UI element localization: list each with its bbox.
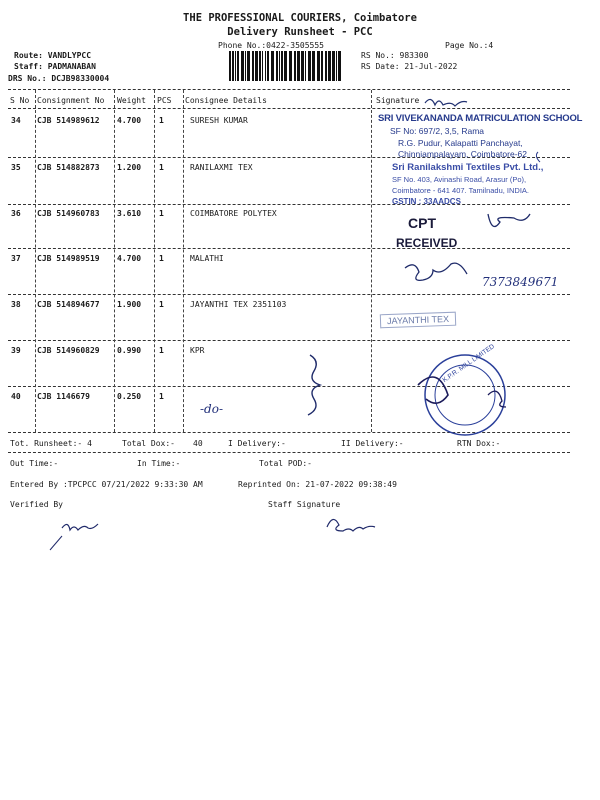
- page-number: Page No.:4: [445, 41, 494, 50]
- stamp-textiles-gstin: GSTIN : 33AADCS: [392, 197, 461, 206]
- row-weight: 3.610: [117, 209, 142, 218]
- col-consignee: Consignee Details: [185, 96, 267, 105]
- row-sno: 36: [11, 209, 21, 218]
- stamp-textiles-addr: SF No. 403, Avinashi Road, Arasur (Po),: [392, 175, 527, 184]
- in-time: In Time:-: [137, 459, 181, 468]
- i-delivery: I Delivery:-: [228, 439, 286, 448]
- signature-mark: [488, 214, 530, 227]
- row-consignment: CJB 514960783: [37, 209, 100, 218]
- stamp-textiles-addr: Coimbatore - 641 407. Tamilnadu, INDIA.: [392, 186, 530, 195]
- total-pod: Total POD:-: [259, 459, 312, 468]
- stamp-textiles-name: Sri Ranilakshmi Textiles Pvt. Ltd.,: [392, 162, 544, 173]
- company-title: THE PROFESSIONAL COURIERS, Coimbatore: [183, 12, 417, 24]
- signature-mark: [536, 152, 540, 162]
- rs-number: RS No.: 983300: [361, 51, 429, 60]
- bracket-mark: [308, 355, 320, 415]
- row-pcs: 1: [159, 209, 164, 218]
- row-consignee: MALATHI: [190, 254, 224, 263]
- footer-rule: [8, 452, 570, 453]
- rtn-dox: RTN Dox:-: [457, 439, 501, 448]
- row-weight: 4.700: [117, 254, 142, 263]
- row-pcs: 1: [159, 116, 164, 125]
- verified-signature: [62, 524, 98, 530]
- out-time: Out Time:-: [10, 459, 59, 468]
- ii-delivery: II Delivery:-: [341, 439, 404, 448]
- signature-mark: [405, 263, 467, 280]
- row-consignee: SURESH KUMAR: [190, 116, 248, 125]
- total-dox-label: Total Dox:-: [122, 439, 175, 448]
- stamp-jayanthi: JAYANTHI TEX: [380, 312, 456, 329]
- row-consignment: CJB 514894677: [37, 300, 100, 309]
- row-weight: 4.700: [117, 116, 142, 125]
- row-pcs: 1: [159, 300, 164, 309]
- row-pcs: 1: [159, 392, 164, 401]
- handwritten-ditto: -do-: [200, 402, 224, 416]
- col-weight: Weight: [117, 96, 146, 105]
- row-sno: 37: [11, 254, 21, 263]
- stamp-school-addr: SF No: 697/2, 3,5, Rama: [390, 126, 485, 136]
- row-sno: 38: [11, 300, 21, 309]
- reprinted-on: Reprinted On: 21-07-2022 09:38:49: [238, 480, 397, 489]
- row-consignment: CJB 1146679: [37, 392, 90, 401]
- row-sno: 34: [11, 116, 21, 125]
- row-consignee: RANILAXMI TEX: [190, 163, 253, 172]
- row-consignment: CJB 514989519: [37, 254, 100, 263]
- stamp-school-name: SRI VIVEKANANDA MATRICULATION SCHOOL: [378, 113, 583, 124]
- stamp-kpr: K.P.R. MILL LIMITED: [441, 343, 496, 384]
- col-signature: Signature: [376, 96, 420, 105]
- stamp-received: RECEIVED: [396, 236, 458, 248]
- col-sno: S No: [10, 96, 30, 105]
- tot-runsheet: Tot. Runsheet:- 4: [10, 439, 92, 448]
- staff-signature-label: Staff Signature: [268, 500, 341, 509]
- row-weight: 1.200: [117, 163, 142, 172]
- stamp-school-addr: R.G. Pudur, Kalapatti Panchayat,: [398, 138, 523, 148]
- handwritten-phone: 7373849671: [482, 275, 559, 289]
- entered-by: Entered By :TPCPCC 07/21/2022 9:33:30 AM: [10, 480, 203, 489]
- row-weight: 0.250: [117, 392, 142, 401]
- row-consignee: COIMBATORE POLYTEX: [190, 209, 277, 218]
- signature-mark: [425, 99, 467, 106]
- col-pcs: PCS: [157, 96, 172, 105]
- row-sno: 35: [11, 163, 21, 172]
- row-consignee: KPR: [190, 346, 205, 355]
- col-consignment: Consignment No: [37, 96, 105, 105]
- row-sno: 40: [11, 392, 21, 401]
- phone-number: Phone No.:0422-3505555: [218, 41, 324, 50]
- row-weight: 0.990: [117, 346, 142, 355]
- row-consignment: CJB 514960829: [37, 346, 100, 355]
- row-pcs: 1: [159, 254, 164, 263]
- drs-number: DRS No.: DCJB98330004: [8, 74, 110, 83]
- total-dox-value: 40: [193, 439, 203, 448]
- rs-date: RS Date: 21-Jul-2022: [361, 62, 458, 71]
- row-pcs: 1: [159, 163, 164, 172]
- row-pcs: 1: [159, 346, 164, 355]
- row-consignment: CJB 514989612: [37, 116, 100, 125]
- staff-signature-mark: [327, 519, 375, 531]
- row-consignment: CJB 514882873: [37, 163, 100, 172]
- staff-name: Staff: PADMANABAN: [14, 62, 96, 71]
- stamp-school-addr: Chinniampalayam, Coimbatore-62: [398, 149, 527, 159]
- row-sno: 39: [11, 346, 21, 355]
- runsheet-title: Delivery Runsheet - PCC: [227, 26, 373, 38]
- stamp-cpt: CPT: [408, 215, 436, 231]
- row-consignee: JAYANTHI TEX 2351103: [190, 300, 287, 309]
- route: Route: VANDLYPCC: [14, 51, 92, 60]
- verified-by: Verified By: [10, 500, 63, 509]
- row-weight: 1.900: [117, 300, 142, 309]
